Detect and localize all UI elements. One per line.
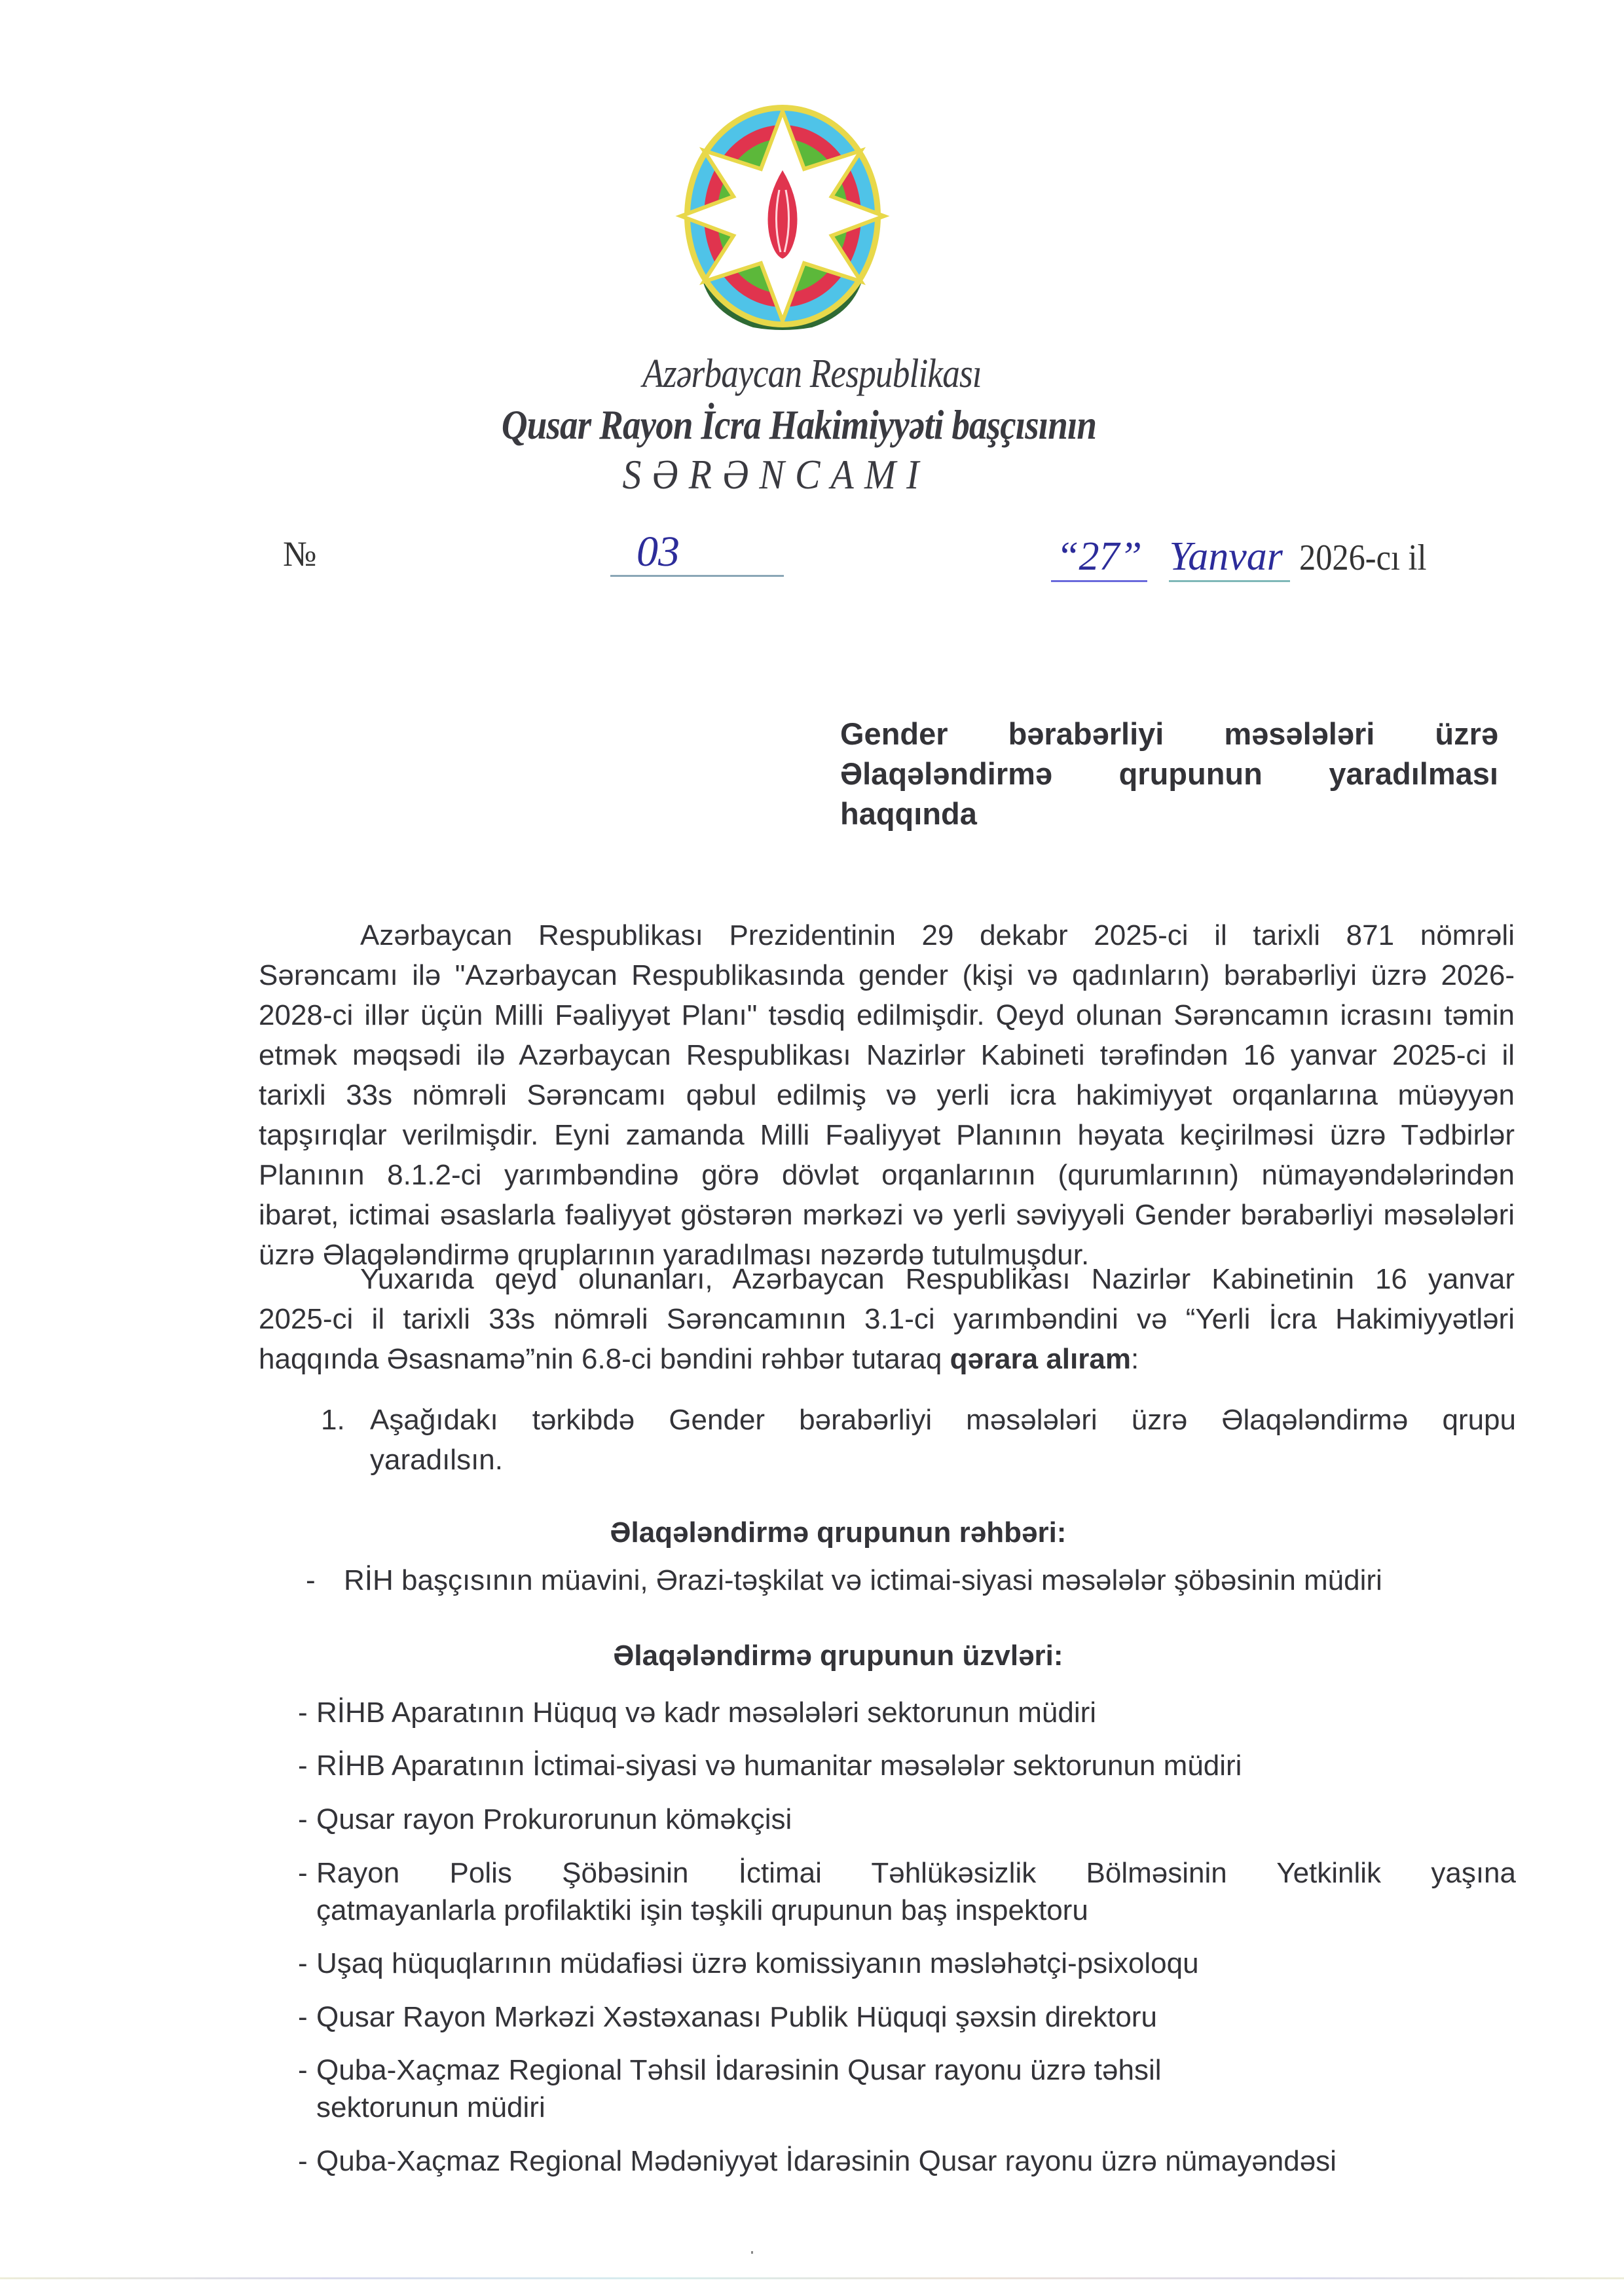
list-item-text: Uşaq hüquqlarının müdafiəsi üzrə komissiyanın məsləhətçi-psixoloqu <box>316 1947 1199 1979</box>
decision-colon: : <box>1130 1343 1139 1375</box>
paragraph-line: Planının 8.1.2-ci yarımbəndinə görə dövlət orqanlarının (qurumlarının) nümayəndələrindən <box>259 1159 1515 1191</box>
subject-line: Gender bərabərliyi məsələləri üzrə <box>840 716 1498 751</box>
list-item-text: Qusar rayon Prokurorunun köməkçisi <box>316 1803 792 1835</box>
preamble-paragraph-1 <box>259 915 1515 1275</box>
paragraph-line: ibarət, ictimai əsaslarla fəaliyyət göstərən mərkəzi və yerli səviyyəli Gender bərabərliyi məsələləri <box>259 1199 1515 1231</box>
bullet-dash: - <box>298 2001 308 2033</box>
member-item <box>298 2142 1516 2180</box>
member-item <box>298 2051 1516 2126</box>
list-item-text: RİHB Aparatının İctimai-siyasi və humanitar məsələlər sektorunun müdiri <box>316 1750 1242 1782</box>
subject-line: Əlaqələndirmə qrupunun yaradılması <box>840 756 1498 791</box>
decision-item-text <box>370 1400 1516 1480</box>
decision-item-number: 1. <box>321 1404 345 1436</box>
header-authority: Qusar Rayon İcra Hakimiyyəti başçısının <box>501 401 1097 448</box>
list-item-text: sektorunun müdiri <box>316 2091 545 2123</box>
paragraph-line-text: haqqında Əsasnamə”nin 6.8-ci bəndini rəhbər tutaraq <box>259 1343 950 1375</box>
list-item-text: çatmayanlarla profilaktiki işin təşkili qrupunun baş inspektoru <box>316 1894 1088 1926</box>
document-number <box>283 528 680 576</box>
decision-item-line: Aşağıdakı tərkibdə Gender bərabərliyi məsələləri üzrə Əlaqələndirmə qrupu <box>370 1404 1516 1436</box>
date-year: 2026-cı il <box>1299 538 1427 578</box>
paragraph-line: 2028-ci illər üçün Milli Fəaliyyət Planı" təsdiq edilmişdir. Qeyd olunan Sərəncamın icrasını təmin <box>259 999 1515 1031</box>
member-item <box>298 1694 1516 1731</box>
number-value: 03 <box>610 527 784 577</box>
document-subject <box>840 714 1498 834</box>
preamble-paragraph-2 <box>259 1259 1515 1379</box>
bullet-dash: - <box>298 2054 308 2086</box>
member-item <box>298 1854 1516 1929</box>
group-leader-heading: Əlaqələndirmə qrupunun rəhbəri: <box>610 1516 1067 1549</box>
paragraph-line: üzrə Əlaqələndirmə qruplarının yaradılması nəzərdə tutulmuşdur. <box>259 1239 1090 1271</box>
bullet-dash: - <box>298 1750 308 1782</box>
list-item-text: Quba-Xaçmaz Regional Mədəniyyət İdarəsinin Qusar rayonu üzrə nümayəndəsi <box>316 2145 1337 2177</box>
subject-line: haqqında <box>840 796 977 831</box>
member-item <box>298 1747 1516 1784</box>
document-date <box>1051 534 1441 582</box>
bullet-dash: - <box>306 1564 316 1596</box>
header-country: Azərbaycan Respublikası <box>642 352 982 396</box>
member-item <box>298 1945 1516 1982</box>
decision-item <box>321 1400 1516 1480</box>
list-item-text: Rayon Polis Şöbəsinin İctimai Təhlükəsizlik Bölməsinin Yetkinlik yaşına <box>316 1857 1516 1889</box>
list-item-text: Qusar Rayon Mərkəzi Xəstəxanası Publik Hüquqi şəxsin direktoru <box>316 2001 1157 2033</box>
bullet-dash: - <box>298 1803 308 1835</box>
date-month: Yanvar <box>1169 534 1290 582</box>
bullet-dash: - <box>298 1857 308 1889</box>
paragraph-line: 2025-ci il tarixli 33s nömrəli Sərəncamının 3.1-ci yarımbəndini və “Yerli İcra Hakimiyyətləri <box>259 1303 1515 1335</box>
paragraph-line: Sərəncamı ilə "Azərbaycan Respublikasında gender (kişi və qadınların) bərabərliyi üzrə 2026- <box>259 959 1515 991</box>
paragraph-line: etmək məqsədi ilə Azərbaycan Respublikası Nazirlər Kabineti tərəfindən 16 yanvar 2025-ci il <box>259 1039 1515 1071</box>
bullet-dash: - <box>298 1697 308 1729</box>
paragraph-line: Yuxarıda qeyd olunanları, Azərbaycan Respublikası Nazirlər Kabinetinin 16 yanvar <box>360 1263 1515 1295</box>
number-label: № <box>283 534 317 574</box>
list-item-text: RİH başçısının müavini, Ərazi-təşkilat və ictimai-siyasi məsələlər şöbəsinin müdiri <box>344 1564 1382 1596</box>
member-item <box>298 1998 1516 2036</box>
paragraph-line <box>259 1339 1515 1379</box>
scan-edge-line <box>0 2277 1624 2279</box>
decision-phrase: qərara alıram <box>950 1343 1131 1375</box>
group-leader-item <box>298 1562 1516 1599</box>
date-day: “27” <box>1051 534 1147 582</box>
member-item <box>298 1801 1516 1838</box>
paragraph-line: Azərbaycan Respublikası Prezidentinin 29 dekabr 2025-ci il tarixli 871 nömrəli <box>360 919 1515 951</box>
bullet-dash: - <box>298 1947 308 1979</box>
list-item-text: RİHB Aparatının Hüquq və kadr məsələləri sektorunun müdiri <box>316 1697 1097 1729</box>
bullet-dash: - <box>298 2145 308 2177</box>
header-document-type: SƏRƏNCAMI <box>622 451 930 498</box>
decision-item-line: yaradılsın. <box>370 1444 503 1476</box>
list-item-text: Quba-Xaçmaz Regional Təhsil İdarəsinin Qusar rayonu üzrə təhsil <box>316 2054 1162 2086</box>
paragraph-line: tapşırıqlar verilmişdir. Eyni zamanda Milli Fəaliyyət Planının həyata keçirilməsi üzrə Tədbirlər <box>259 1119 1515 1151</box>
group-members-heading: Əlaqələndirmə qrupunun üzvləri: <box>613 1640 1063 1672</box>
paragraph-line: tarixli 33s nömrəli Sərəncamı qəbul edilmiş və yerli icra hakimiyyət orqanlarına müəyyən <box>259 1079 1515 1111</box>
state-emblem-icon <box>674 98 891 334</box>
scan-speck <box>751 2251 753 2254</box>
